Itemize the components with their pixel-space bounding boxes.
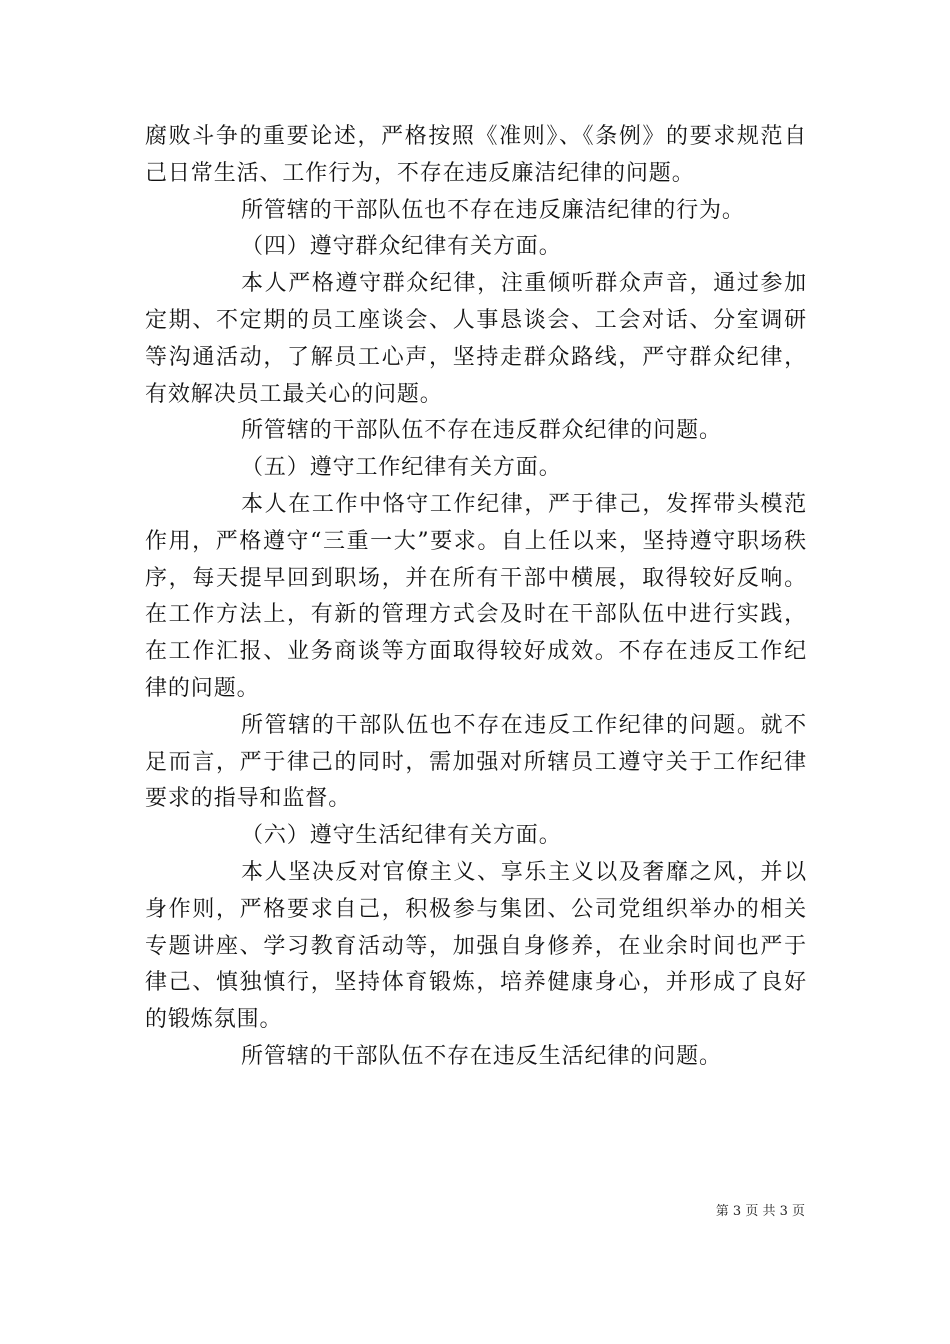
paragraph-mass-discipline: 本人严格遵守群众纪律，注重倾听群众声音，通过参加定期、不定期的员工座谈会、人事恳谈会、工会对话、分室调研等沟通活动，了解员工心声，坚持走群众路线，严守群众纪律，有效解决员工最关心的问题。 bbox=[145, 271, 807, 407]
paragraph-work-discipline: 本人在工作中恪守工作纪律，严于律己，发挥带头模范作用，严格遵守“三重一大”要求。自上任以来，坚持遵守职场秩序，每天提早回到职场，并在所有干部中横展，取得较好反响。在工作方法上，有新的管理方式会及时在干部队伍中进行实践，在工作汇报、业务商谈等方面取得较好成效。不存在违反工作纪律的问题。 bbox=[145, 491, 807, 701]
paragraph-life-discipline: 本人坚决反对官僚主义、享乐主义以及奢靡之风，并以身作则，严格要求自己，积极参与集团、公司党组织举办的相关专题讲座、学习教育活动等，加强自身修养，在业余时间也严于律己、慎独慎行，坚持体育锻炼，培养健康身心，并形成了良好的锻炼氛围。 bbox=[145, 859, 807, 1033]
paragraph-continuation: 腐败斗争的重要论述，严格按照《准则》、《条例》的要求规范自己日常生活、工作行为，不存在违反廉洁纪律的问题。 bbox=[145, 124, 807, 186]
section-heading-life-discipline: （六）遵守生活纪律有关方面。 bbox=[241, 823, 562, 849]
section-heading-work-discipline: （五）遵守工作纪律有关方面。 bbox=[241, 455, 562, 481]
paragraph-life-discipline-team: 所管辖的干部队伍不存在违反生活纪律的问题。 bbox=[241, 1043, 722, 1069]
paragraph-mass-discipline-team: 所管辖的干部队伍不存在违反群众纪律的问题。 bbox=[241, 418, 722, 444]
page-number: 第 3 页 共 3 页 bbox=[715, 1204, 805, 1219]
section-heading-mass-discipline: （四）遵守群众纪律有关方面。 bbox=[241, 234, 562, 260]
paragraph-integrity-team: 所管辖的干部队伍也不存在违反廉洁纪律的行为。 bbox=[241, 197, 745, 223]
document-body bbox=[145, 119, 807, 1076]
paragraph-work-discipline-team: 所管辖的干部队伍也不存在违反工作纪律的问题。就不足而言，严于律己的同时，需加强对所辖员工遵守关于工作纪律要求的指导和监督。 bbox=[145, 712, 807, 812]
